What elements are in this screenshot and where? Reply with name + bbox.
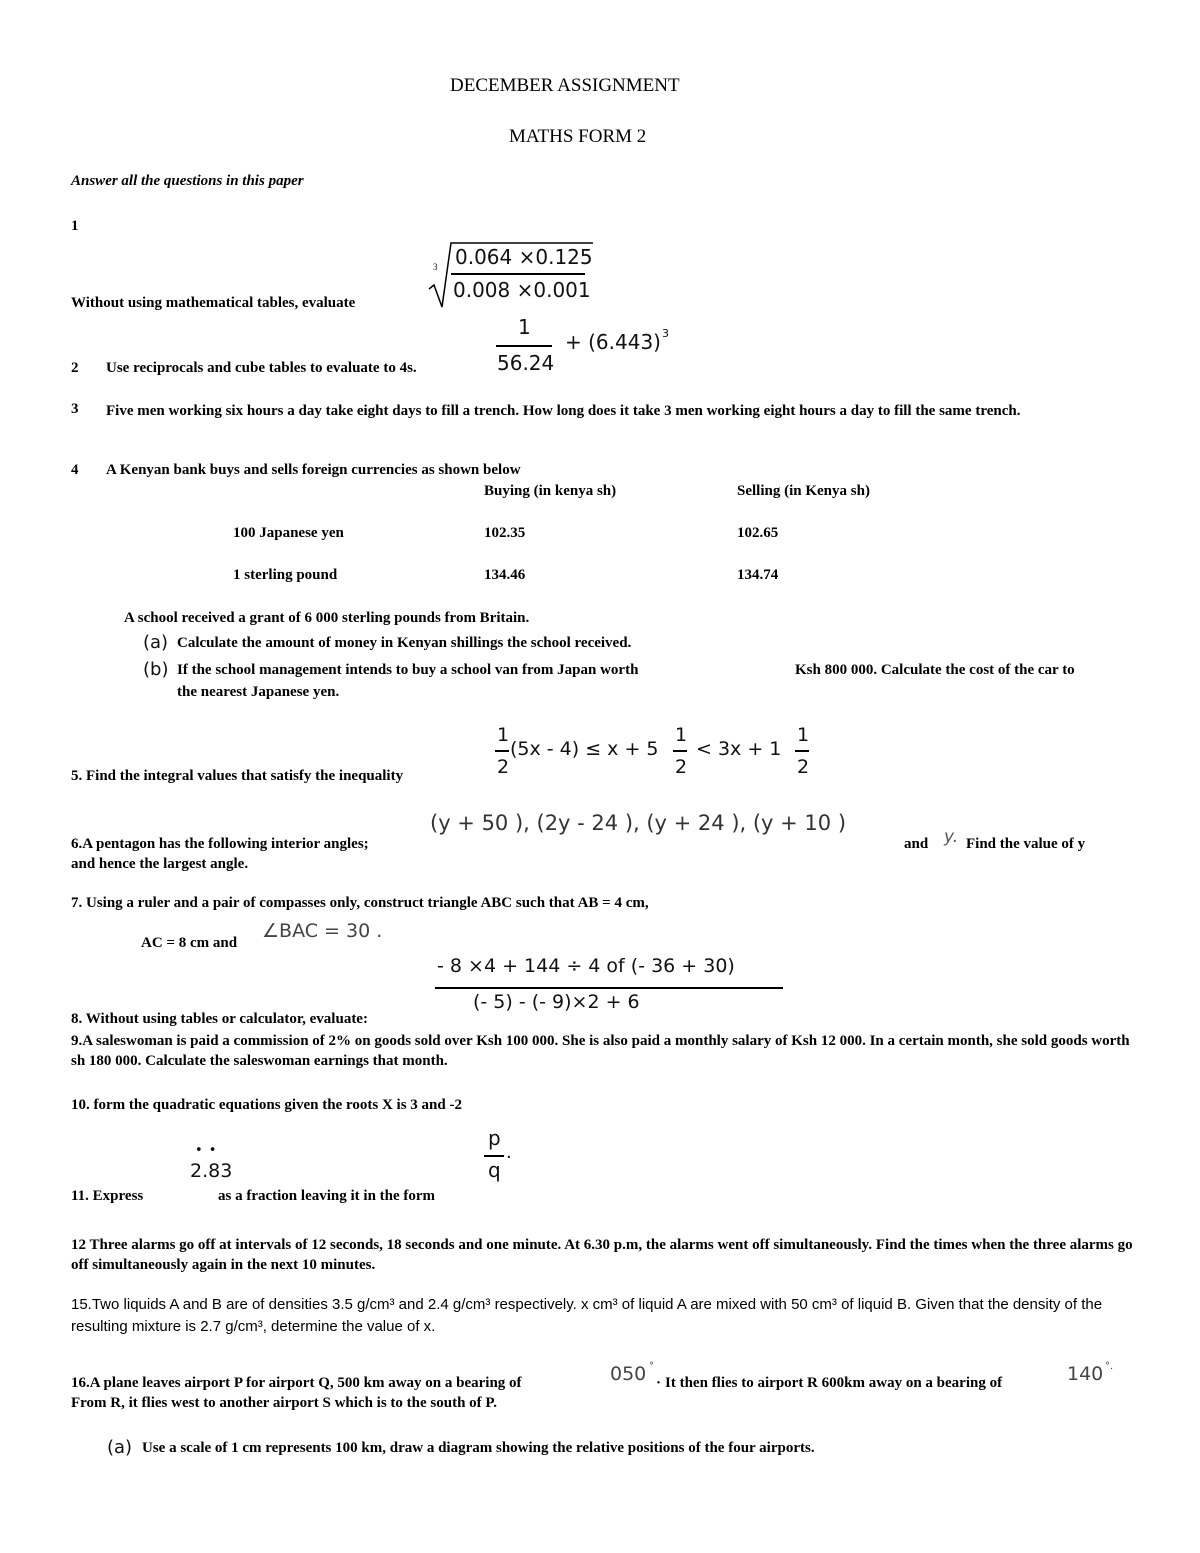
q4-part-b-text: If the school management intends to buy a school van from Japan worth (177, 662, 639, 678)
q6-tail: Find the value of y (966, 836, 1086, 852)
q7-line2: AC = 8 cm and (141, 935, 238, 951)
q4-row2-currency: 1 sterling pound (233, 567, 338, 583)
instruction-text: Answer all the questions in this paper (71, 173, 304, 189)
q16-text-a: 16.A plane leaves airport P for airport Q, 500 km away on a bearing of (71, 1375, 522, 1391)
q4-part-b-label: (b) (143, 659, 169, 680)
q11-q: q (488, 1158, 501, 1182)
q5-half-num-2: 1 (675, 724, 688, 746)
q2-text: Use reciprocals and cube tables to evaluate to 4s. (106, 360, 417, 376)
q5-half-den-3: 2 (797, 756, 810, 778)
q4-row2-buying: 134.46 (484, 567, 526, 583)
q2-fraction-numerator: 1 (518, 315, 531, 339)
q3-number: 3 (71, 401, 79, 417)
q4-header-buying: Buying (in kenya sh) (484, 483, 617, 499)
q11-recurring-dots: • • (195, 1143, 218, 1158)
q5-fraction-bar-2 (673, 750, 687, 752)
q4-text: A Kenyan bank buys and sells foreign currencies as shown below (106, 462, 521, 478)
q1-root-index: 3 (433, 262, 438, 272)
q2-plus-term: + (6.443) (565, 330, 661, 354)
q4-part-b-continued: the nearest Japanese yen. (177, 684, 340, 700)
q5-half-den-1: 2 (497, 756, 510, 778)
q2-fraction-denominator: 56.24 (497, 351, 555, 375)
q1-fraction-bar (451, 273, 585, 275)
q5-half-num-3: 1 (797, 724, 810, 746)
q6-continued: and hence the largest angle. (71, 856, 249, 872)
q16-part-a-text: Use a scale of 1 cm represents 100 km, draw a diagram showing the relative positions of the four airports. (142, 1440, 815, 1456)
q11-dot: . (506, 1142, 512, 1163)
q8-fraction-bar (435, 987, 783, 989)
q1-number: 1 (71, 218, 79, 234)
q5-expr-b: < 3x + 1 (696, 738, 782, 760)
q8-denominator: (- 5) - (- 9)×2 + 6 (473, 991, 640, 1013)
q12-text: 12 Three alarms go off at intervals of 12 seconds, 18 seconds and one minute. At 6.30 p.m, the alarms went off simultaneously. Find the times when the three alarms go off simultaneously again in the next 10 minutes. (71, 1237, 1133, 1273)
document-title: DECEMBER ASSIGNMENT (450, 75, 680, 96)
q4-header-selling: Selling (in Kenya sh) (737, 483, 870, 499)
q16-bearing-1: 050 (610, 1363, 647, 1385)
q4-part-a-text: Calculate the amount of money in Kenyan shillings the school received. (177, 635, 632, 651)
q10-text: 10. form the quadratic equations given the roots X is 3 and -2 (71, 1097, 462, 1113)
q1-denominator: 0.008 ×0.001 (453, 278, 591, 302)
q6-text: 6.A pentagon has the following interior angles; (71, 836, 369, 852)
q5-fraction-bar-1 (495, 750, 509, 752)
q16-bullet-icon: · (656, 1375, 662, 1391)
q6-angles: (y + 50 ), (2y - 24 ), (y + 24 ), (y + 10 ) (430, 811, 847, 835)
q2-number: 2 (71, 360, 79, 376)
q8-numerator: - 8 ×4 + 144 ÷ 4 of (- 36 + 30) (437, 955, 735, 977)
q4-row1-selling: 102.65 (737, 525, 779, 541)
q16-degree-1-icon: ° (649, 1361, 654, 1372)
q11-text-b: as a fraction leaving it in the form (218, 1188, 436, 1204)
q5-text: 5. Find the integral values that satisfy the inequality (71, 768, 404, 784)
q15-text: 15.Two liquids A and B are of densities 3.5 g/cm³ and 2.4 g/cm³ respectively. x cm³ of liquid A are mixed with 50 cm³ of liquid B. Given that the density of the resulting mixture is 2.7 g/cm³, determine the value of x. (71, 1296, 1103, 1335)
q4-row2-selling: 134.74 (737, 567, 779, 583)
q1-text: Without using mathematical tables, evaluate (71, 295, 356, 311)
q7-angle: ∠BAC = 30 . (262, 920, 383, 942)
q16-text-b: It then flies to airport R 600km away on a bearing of (665, 1375, 1003, 1391)
q11-p: p (488, 1126, 501, 1150)
q11-text-a: 11. Express (71, 1188, 144, 1204)
q5-half-num-1: 1 (497, 724, 510, 746)
q2-fraction-bar (496, 345, 552, 347)
q3-text: Five men working six hours a day take eight days to fill a trench. How long does it take 3 men working eight hours a day to fill the same trench. (106, 403, 1021, 419)
q16-continued: From R, it flies west to another airport S which is to the south of P. (71, 1395, 497, 1411)
q16-bearing-2: 140 (1067, 1363, 1104, 1385)
q5-fraction-bar-3 (795, 750, 809, 752)
q11-decimal: 2.83 (190, 1160, 233, 1182)
q7-text: 7. Using a ruler and a pair of compasses only, construct triangle ABC such that AB = 4 cm, (71, 895, 649, 911)
q16-part-a-label: (a) (107, 1437, 133, 1458)
q1-numerator: 0.064 ×0.125 (455, 245, 593, 269)
q4-part-b-tail: Ksh 800 000. Calculate the cost of the car to (795, 662, 1075, 678)
q4-part-a-label: (a) (143, 632, 169, 653)
q4-intro: A school received a grant of 6 000 sterling pounds from Britain. (124, 610, 530, 626)
q8-text: 8. Without using tables or calculator, evaluate: (71, 1011, 368, 1027)
q4-number: 4 (71, 462, 79, 478)
document-subtitle: MATHS FORM 2 (509, 126, 647, 147)
q5-expr-a: (5x - 4) ≤ x + 5 (510, 738, 659, 760)
q16-degree-2-icon: °. (1105, 1361, 1114, 1372)
q4-row1-buying: 102.35 (484, 525, 526, 541)
q5-half-den-2: 2 (675, 756, 688, 778)
q6-and: and (904, 836, 929, 852)
q4-row1-currency: 100 Japanese yen (233, 525, 344, 541)
q9-text: 9.A saleswoman is paid a commission of 2% on goods sold over Ksh 100 000. She is also paid a monthly salary of Ksh 12 000. In a certain month, she sold goods worth sh 180 000. Calculate the saleswoman earnings that month. (71, 1033, 1130, 1069)
q6-variable: y. (944, 827, 959, 847)
q11-fraction-bar (484, 1155, 504, 1157)
q2-exponent: 3 (662, 327, 669, 340)
